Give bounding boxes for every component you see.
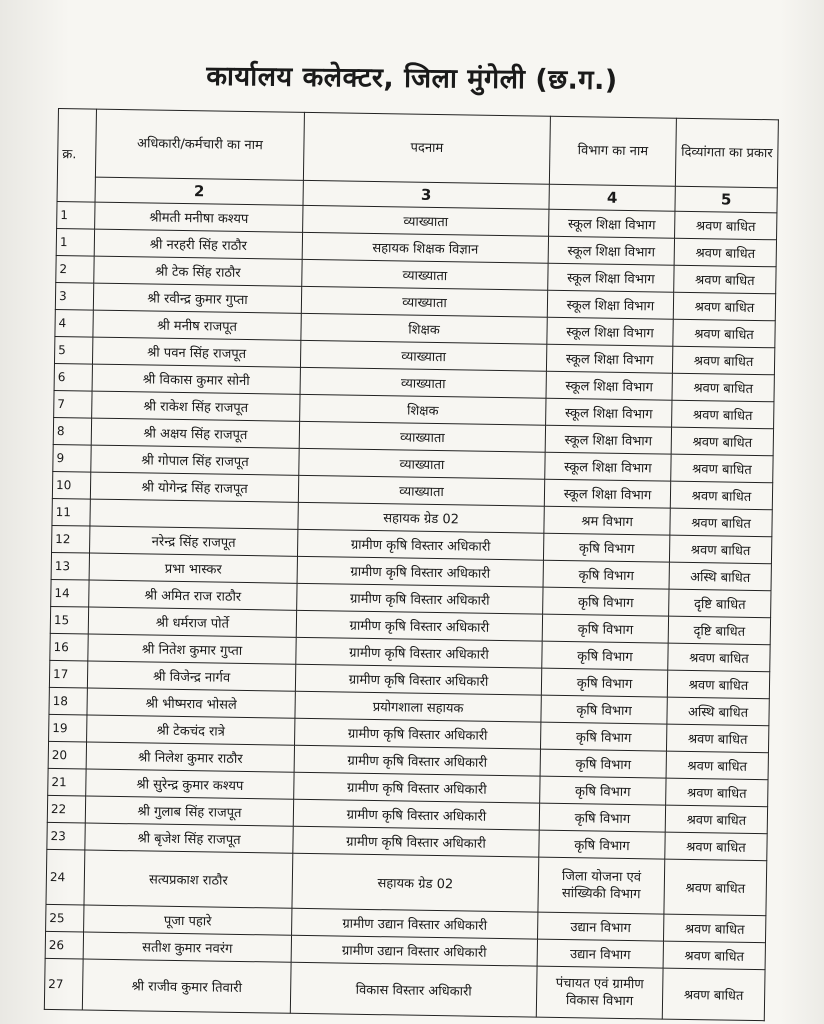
cell-sno: 20 — [48, 741, 86, 769]
employee-table-container — [44, 108, 778, 1021]
cell-department: कृषि विभाग — [539, 830, 665, 859]
cell-department: कृषि विभाग — [542, 614, 668, 643]
cell-designation: ग्रामीण कृषि विस्तार अधिकारी — [296, 610, 542, 641]
cell-name: श्री राकेश सिंह राजपूत — [92, 391, 300, 421]
cell-name: श्री सुरेन्द्र कुमार कश्यप — [86, 769, 294, 799]
cell-designation: सहायक ग्रेड 02 — [292, 853, 539, 912]
cell-designation: व्याख्याता — [302, 259, 548, 290]
cell-designation: ग्रामीण कृषि विस्तार अधिकारी — [294, 772, 540, 803]
table-body — [44, 201, 777, 1020]
header-sno: क्र. — [57, 109, 96, 203]
cell-designation: ग्रामीण कृषि विस्तार अधिकारी — [297, 556, 543, 587]
cell-designation: शिक्षक — [300, 394, 546, 425]
cell-disability: श्रवण बाधित — [675, 211, 777, 240]
cell-sno: 22 — [47, 795, 85, 823]
cell-department: कृषि विभाग — [539, 803, 665, 832]
cell-disability: श्रवण बाधित — [673, 319, 775, 348]
cell-name: श्री विजेन्द्र नार्गव — [87, 661, 295, 691]
cell-sno: 27 — [44, 958, 83, 1010]
cell-sno: 1 — [56, 228, 94, 256]
cell-sno: 4 — [55, 309, 93, 337]
cell-name: श्री मनीष राजपूत — [93, 310, 301, 340]
column-number: 3 — [303, 180, 549, 209]
cell-designation: ग्रामीण कृषि विस्तार अधिकारी — [293, 826, 539, 857]
cell-department: स्कूल शिक्षा विभाग — [545, 425, 671, 454]
cell-department: कृषि विभाग — [541, 695, 667, 724]
cell-sno: 21 — [48, 768, 86, 796]
cell-department: स्कूल शिक्षा विभाग — [546, 344, 672, 373]
cell-designation: ग्रामीण कृषि विस्तार अधिकारी — [297, 583, 543, 614]
cell-name: श्री टेकचंद रात्रे — [87, 715, 295, 745]
cell-sno: 1 — [57, 201, 95, 229]
cell-name: श्री भीष्मराव भोसले — [87, 688, 295, 718]
cell-disability: श्रवण बाधित — [672, 346, 774, 375]
cell-department: कृषि विभाग — [543, 533, 669, 562]
cell-name: श्री बृजेश सिंह राजपूत — [85, 823, 293, 853]
cell-disability: अस्थि बाधित — [669, 562, 771, 591]
cell-designation: व्याख्याता — [300, 367, 546, 398]
header-department: विभाग का नाम — [549, 116, 676, 186]
table-row — [44, 958, 765, 1020]
cell-designation: व्याख्याता — [303, 205, 549, 236]
cell-designation: ग्रामीण कृषि विस्तार अधिकारी — [296, 637, 542, 668]
cell-designation: व्याख्याता — [299, 421, 545, 452]
cell-sno: 24 — [46, 849, 85, 905]
cell-sno: 8 — [53, 417, 91, 445]
column-number: 5 — [675, 186, 777, 213]
cell-disability: श्रवण बाधित — [667, 670, 769, 699]
page-title: कार्यालय कलेक्टर, जिला मुंगेली (छ.ग.) — [206, 60, 618, 97]
cell-disability: श्रवण बाधित — [672, 373, 774, 402]
cell-disability: श्रवण बाधित — [674, 238, 776, 267]
cell-designation: ग्रामीण उद्यान विस्तार अधिकारी — [292, 908, 538, 939]
cell-designation: ग्रामीण कृषि विस्तार अधिकारी — [295, 718, 541, 749]
cell-name: श्री नितेश कुमार गुप्ता — [88, 634, 296, 664]
cell-name: सतीश कुमार नवरंग — [83, 932, 291, 962]
cell-disability: श्रवण बाधित — [663, 941, 765, 970]
cell-name: श्री गुलाब सिंह राजपूत — [85, 796, 293, 826]
cell-department: स्कूल शिक्षा विभाग — [549, 209, 675, 238]
cell-department: स्कूल शिक्षा विभाग — [544, 479, 670, 508]
cell-disability: श्रवण बाधित — [669, 535, 771, 564]
cell-department: उद्यान विभाग — [537, 939, 663, 968]
cell-sno: 15 — [50, 606, 88, 634]
cell-disability: श्रवण बाधित — [663, 914, 765, 943]
cell-name: श्री रवीन्द्र कुमार गुप्ता — [93, 283, 301, 313]
cell-sno: 16 — [50, 633, 88, 661]
cell-disability: दृष्टि बाधित — [668, 616, 770, 645]
cell-name: श्री नरहरी सिंह राठौर — [94, 229, 302, 259]
cell-department: जिला योजना एवं सांख्यिकी विभाग — [538, 857, 665, 914]
cell-designation: व्याख्याता — [300, 340, 546, 371]
cell-designation: ग्रामीण कृषि विस्तार अधिकारी — [294, 745, 540, 776]
cell-designation: व्याख्याता — [301, 286, 547, 317]
cell-designation: व्याख्याता — [299, 448, 545, 479]
cell-department: स्कूल शिक्षा विभाग — [546, 371, 672, 400]
cell-disability: दृष्टि बाधित — [669, 589, 771, 618]
cell-designation: ग्रामीण कृषि विस्तार अधिकारी — [295, 664, 541, 695]
cell-sno: 11 — [52, 498, 90, 526]
cell-designation: ग्रामीण उद्यान विस्तार अधिकारी — [291, 935, 537, 966]
cell-disability: श्रवण बाधित — [674, 265, 776, 294]
cell-disability: श्रवण बाधित — [664, 859, 767, 916]
cell-sno: 14 — [51, 579, 89, 607]
cell-name: नरेन्द्र सिंह राजपूत — [90, 526, 298, 556]
cell-designation: शिक्षक — [301, 313, 547, 344]
cell-department: स्कूल शिक्षा विभाग — [548, 236, 674, 265]
cell-name: सत्यप्रकाश राठौर — [84, 850, 293, 908]
cell-sno: 5 — [54, 336, 92, 364]
cell-department: कृषि विभाग — [543, 560, 669, 589]
cell-designation: ग्रामीण कृषि विस्तार अधिकारी — [293, 799, 539, 830]
cell-sno: 18 — [49, 687, 87, 715]
cell-name: पूजा पहारे — [84, 905, 292, 935]
cell-disability: श्रवण बाधित — [668, 643, 770, 672]
cell-designation: ग्रामीण कृषि विस्तार अधिकारी — [297, 529, 543, 560]
cell-name: श्री राजीव कुमार तिवारी — [82, 959, 291, 1013]
table-header-row — [57, 109, 778, 188]
cell-disability: श्रवण बाधित — [666, 724, 768, 753]
cell-sno: 3 — [55, 282, 93, 310]
cell-department: स्कूल शिक्षा विभाग — [546, 398, 672, 427]
cell-disability: श्रवण बाधित — [665, 805, 767, 834]
header-disability: दिव्यांगता का प्रकार — [675, 118, 778, 188]
cell-disability: श्रवण बाधित — [672, 400, 774, 429]
column-number: 2 — [95, 177, 303, 205]
cell-name: श्री निलेश कुमार राठौर — [86, 742, 294, 772]
cell-designation: सहायक ग्रेड 02 — [298, 502, 544, 533]
cell-name: श्री अक्षय सिंह राजपूत — [91, 418, 299, 448]
column-number: 4 — [549, 184, 675, 211]
cell-department: स्कूल शिक्षा विभाग — [547, 317, 673, 346]
cell-department: कृषि विभाग — [540, 749, 666, 778]
cell-disability: श्रवण बाधित — [662, 968, 765, 1021]
cell-name: श्री धर्मराज पोर्ते — [88, 607, 296, 637]
cell-disability: श्रवण बाधित — [665, 832, 767, 861]
cell-department: कृषि विभाग — [540, 722, 666, 751]
cell-sno: 23 — [47, 822, 85, 850]
cell-disability: श्रवण बाधित — [670, 481, 772, 510]
cell-department: कृषि विभाग — [540, 776, 666, 805]
cell-disability: श्रवण बाधित — [671, 454, 773, 483]
header-name: अधिकारी/कर्मचारी का नाम — [95, 109, 304, 180]
cell-name: श्री विकास कुमार सोनी — [92, 364, 300, 394]
cell-designation: प्रयोगशाला सहायक — [295, 691, 541, 722]
cell-name: श्री योगेन्द्र सिंह राजपूत — [90, 472, 298, 502]
cell-department: कृषि विभाग — [542, 641, 668, 670]
cell-designation: सहायक शिक्षक विज्ञान — [302, 232, 548, 263]
cell-disability: श्रवण बाधित — [673, 292, 775, 321]
cell-disability: श्रवण बाधित — [666, 778, 768, 807]
cell-name — [90, 499, 298, 529]
cell-name: श्री गोपाल सिंह राजपूत — [91, 445, 299, 475]
header-designation: पदनाम — [303, 112, 550, 184]
cell-sno: 13 — [51, 552, 89, 580]
cell-name: श्रीमती मनीषा कश्यप — [95, 202, 303, 232]
cell-department: स्कूल शिक्षा विभाग — [545, 452, 671, 481]
cell-sno: 17 — [49, 660, 87, 688]
cell-sno: 19 — [49, 714, 87, 742]
cell-name: श्री टेक सिंह राठौर — [94, 256, 302, 286]
cell-name: प्रभा भास्कर — [89, 553, 297, 583]
cell-name: श्री अमित राज राठौर — [89, 580, 297, 610]
cell-sno: 25 — [46, 904, 84, 932]
cell-disability: अस्थि बाधित — [667, 697, 769, 726]
cell-sno: 12 — [52, 525, 90, 553]
cell-department: स्कूल शिक्षा विभाग — [548, 263, 674, 292]
cell-sno: 9 — [53, 444, 91, 472]
cell-disability: श्रवण बाधित — [670, 508, 772, 537]
cell-name: श्री पवन सिंह राजपूत — [92, 337, 300, 367]
cell-disability: श्रवण बाधित — [666, 751, 768, 780]
cell-designation: विकास विस्तार अधिकारी — [290, 962, 537, 1017]
employee-table — [44, 108, 779, 1021]
cell-sno: 10 — [52, 471, 90, 499]
cell-sno: 2 — [56, 255, 94, 283]
cell-department: उद्यान विभाग — [538, 912, 664, 941]
cell-designation: व्याख्याता — [298, 475, 544, 506]
cell-disability: श्रवण बाधित — [671, 427, 773, 456]
cell-sno: 6 — [54, 363, 92, 391]
cell-sno: 26 — [45, 931, 83, 959]
cell-sno: 7 — [54, 390, 92, 418]
cell-department: पंचायत एवं ग्रामीण विकास विभाग — [536, 966, 663, 1019]
cell-department: श्रम विभाग — [544, 506, 670, 535]
cell-department: कृषि विभाग — [543, 587, 669, 616]
cell-department: कृषि विभाग — [541, 668, 667, 697]
cell-department: स्कूल शिक्षा विभाग — [547, 290, 673, 319]
